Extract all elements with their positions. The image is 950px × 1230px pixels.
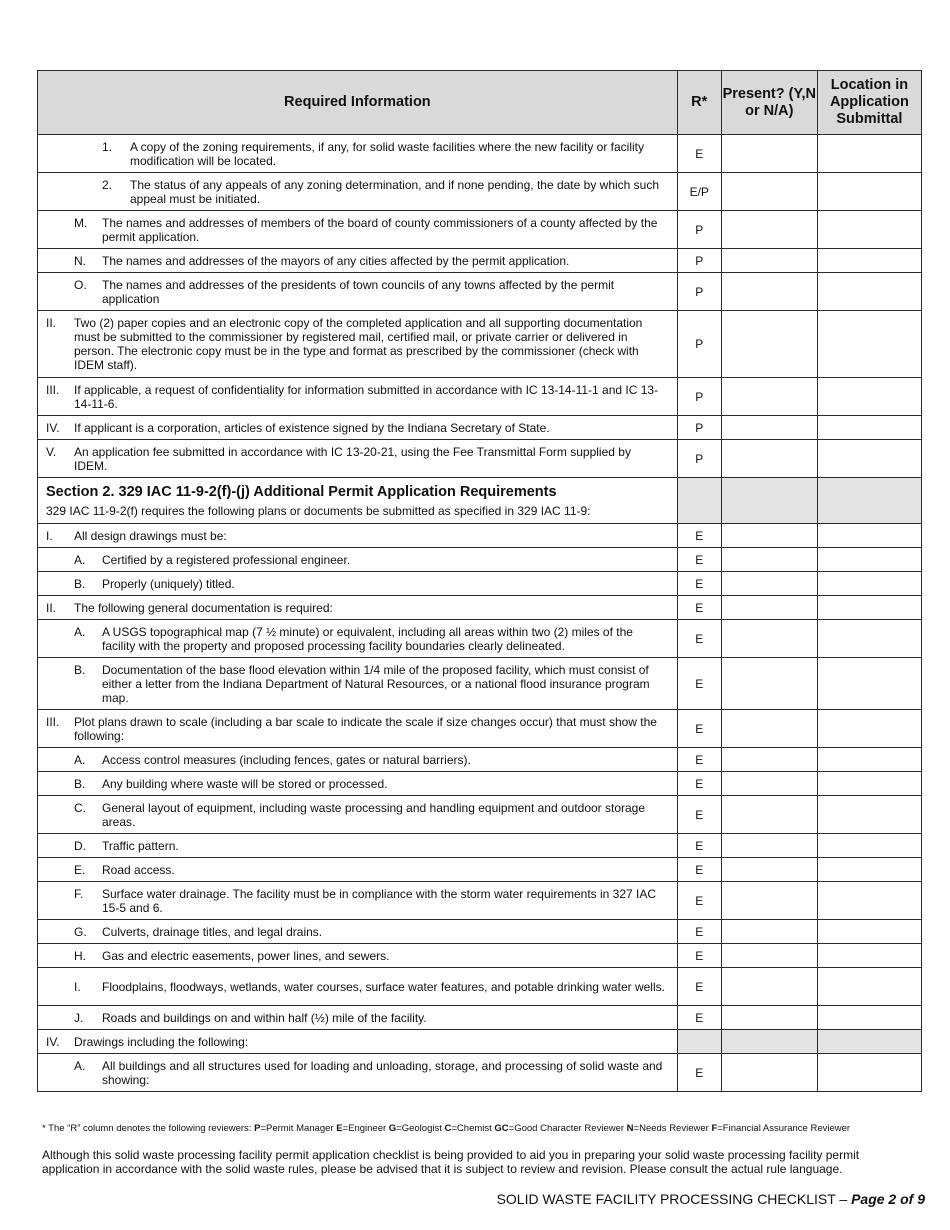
shaded-cell [677,478,721,524]
present-cell[interactable] [721,135,817,173]
reviewer-code: P [677,211,721,249]
item-text: A USGS topographical map (7 ½ minute) or equivalent, including all areas within two (2) miles of the facility with the property and proposed processing facility boundaries clearly delineated. [102,624,633,653]
table-row [38,834,922,858]
item-number: I. [74,979,81,994]
section-2-title: Section 2. 329 IAC 11-9-2(f)-(j) Additional Permit Application Requirements [46,483,557,500]
item-text: Road access. [102,862,175,877]
present-cell[interactable] [721,548,817,572]
location-cell[interactable] [817,748,921,772]
item-number: I. [46,528,53,543]
reviewer-code: E/P [677,173,721,211]
table-row [38,1006,922,1030]
location-cell[interactable] [817,1006,921,1030]
item-number: III. [46,382,60,397]
location-cell[interactable] [817,311,921,378]
present-cell[interactable] [721,173,817,211]
reviewer-code: P [677,249,721,273]
reviewer-code: E [677,1006,721,1030]
item-number: H. [74,948,86,963]
reviewer-code: P [677,440,721,478]
item-text: Certified by a registered professional engineer. [102,552,351,567]
table-row [38,173,922,211]
reviewer-code: E [677,772,721,796]
item-number: N. [74,253,86,268]
item-number: III. [46,714,60,729]
reviewer-code: P [677,311,721,378]
item-text: Any building where waste will be stored or processed. [102,776,388,791]
table-row [38,273,922,311]
reviewer-code: E [677,548,721,572]
present-cell[interactable] [721,944,817,968]
item-text: General layout of equipment, including waste processing and handling equipment and outdoor storage areas. [102,800,646,829]
disclaimer-text: Although this solid waste processing facility permit application checklist is being provided to aid you in preparing your solid waste processing facility permit application in accordance with the solid waste rules, please be advised that it is subject to review and revision. Please consult the actual rule language. [42,1148,860,1176]
item-number: B. [74,576,86,591]
footnote-code: P [254,1123,261,1134]
reviewer-code: E [677,596,721,620]
footnote-code: N [626,1123,634,1134]
present-cell[interactable] [721,416,817,440]
header-present: Present? (Y,N or N/A) [721,71,817,135]
item-number: B. [74,662,86,677]
present-cell[interactable] [721,211,817,249]
item-text: Floodplains, floodways, wetlands, water courses, surface water features, and potable drinking water wells. [102,979,665,994]
item-number: V. [46,444,57,459]
section-2-subtitle: 329 IAC 11-9-2(f) requires the following plans or documents be submitted as specified in 329 IAC 11-9: [46,503,591,518]
checklist-table [37,70,922,1092]
reviewer-code: E [677,620,721,658]
reviewer-code: E [677,834,721,858]
table-row [38,378,922,416]
present-cell[interactable] [721,572,817,596]
footnote-code: F [711,1123,718,1134]
shaded-cell [721,1030,817,1054]
table-row [38,710,922,748]
present-cell[interactable] [721,311,817,378]
location-cell[interactable] [817,858,921,882]
footnote-label: =Geologist [396,1123,445,1134]
item-number: G. [74,924,87,939]
item-number: F. [74,886,84,901]
item-text: Properly (uniquely) titled. [102,576,235,591]
table-row [38,620,922,658]
item-text: Two (2) paper copies and an electronic copy of the completed application and all supporting documentation must be submitted to the commissioner by registered mail, certified mail, or private carrier or delivered in person. The electronic copy must be in the type and format as prescribed by the commissioner (check with IDEM staff). [74,316,643,372]
present-cell[interactable] [721,1054,817,1092]
reviewer-code: E [677,968,721,1006]
item-text: If applicable, a request of confidentiality for information submitted in accordance with IC 13-14-11-1 and IC 13-14-11-6. [74,382,659,411]
present-cell[interactable] [721,524,817,548]
shaded-cell [817,478,921,524]
location-cell[interactable] [817,572,921,596]
present-cell[interactable] [721,834,817,858]
present-cell[interactable] [721,378,817,416]
table-row [38,658,922,710]
reviewer-code: E [677,572,721,596]
reviewer-code: P [677,378,721,416]
item-number: 1. [102,139,113,154]
table-row [38,920,922,944]
footnote-label: =Chemist [451,1123,495,1134]
location-cell[interactable] [817,968,921,1006]
item-number: O. [74,277,87,292]
item-number: E. [74,862,86,877]
present-cell[interactable] [721,273,817,311]
table-row [38,211,922,249]
item-number: II. [46,316,57,330]
present-cell[interactable] [721,620,817,658]
location-cell[interactable] [817,249,921,273]
location-cell[interactable] [817,378,921,416]
header-required-information: Required Information [38,71,678,135]
shaded-cell [721,478,817,524]
item-text: The status of any appeals of any zoning determination, and if none pending, the date by which such appeal must be initiated. [130,177,660,206]
page-number: Page 2 of 9 [851,1191,925,1207]
reviewer-code [677,1030,721,1054]
table-row [38,1054,922,1092]
item-number: M. [74,215,88,230]
item-text: All buildings and all structures used for loading and unloading, storage, and processing of solid waste and showing: [102,1058,663,1087]
item-number: 2. [102,177,113,192]
location-cell[interactable] [817,548,921,572]
location-cell[interactable] [817,211,921,249]
table-row [38,548,922,572]
reviewer-code: E [677,524,721,548]
item-number: A. [74,752,86,767]
table-row [38,135,922,173]
table-row [38,1030,922,1054]
location-cell[interactable] [817,882,921,920]
location-cell[interactable] [817,524,921,548]
item-number: D. [74,838,86,853]
location-cell[interactable] [817,135,921,173]
item-text: The following general documentation is required: [74,600,333,615]
present-cell[interactable] [721,882,817,920]
present-cell[interactable] [721,858,817,882]
location-cell[interactable] [817,772,921,796]
present-cell[interactable] [721,596,817,620]
footnote-label: =Financial Assurance Reviewer [717,1123,851,1134]
reviewer-code: E [677,748,721,772]
item-text: The names and addresses of the presidents of town councils of any towns affected by the permit application [102,277,615,306]
header-reviewer: R* [677,71,721,135]
item-text: All design drawings must be: [74,528,227,543]
reviewer-code: E [677,710,721,748]
table-row [38,249,922,273]
footer-title: SOLID WASTE FACILITY PROCESSING CHECKLIST – [496,1191,852,1207]
item-text: Roads and buildings on and within half (½) mile of the facility. [102,1010,427,1025]
location-cell[interactable] [817,416,921,440]
item-text: Drawings including the following: [74,1034,249,1049]
table-row [38,311,922,378]
location-cell[interactable] [817,620,921,658]
item-text: An application fee submitted in accordance with IC 13-20-21, using the Fee Transmittal Form supplied by IDEM. [74,444,631,473]
location-cell[interactable] [817,920,921,944]
header-location: Location in Application Submittal [817,71,921,135]
footnote-code: C [444,1123,452,1134]
table-row [38,772,922,796]
present-cell[interactable] [721,658,817,710]
reviewer-code: E [677,658,721,710]
present-cell[interactable] [721,968,817,1006]
item-number: IV. [46,1034,60,1049]
present-cell[interactable] [721,1006,817,1030]
table-row [38,416,922,440]
reviewer-code: E [677,882,721,920]
item-text: Surface water drainage. The facility must be in compliance with the storm water requirements in 327 IAC 15-5 and 6. [102,886,657,915]
reviewer-code: E [677,1054,721,1092]
present-cell[interactable] [721,920,817,944]
footnote-prefix: * The “R” column denotes the following reviewers: [42,1123,255,1134]
item-number: B. [74,776,86,791]
table-header-row [38,71,922,135]
present-cell[interactable] [721,796,817,834]
footnote-label: =Needs Reviewer [633,1123,712,1134]
reviewer-code: E [677,920,721,944]
item-text: Plot plans drawn to scale (including a bar scale to indicate the scale if size changes occur) that must show the following: [74,714,657,743]
location-cell[interactable] [817,173,921,211]
item-number: A. [74,1058,86,1073]
table-row [38,748,922,772]
location-cell[interactable] [817,944,921,968]
table-row [38,524,922,548]
location-cell[interactable] [817,440,921,478]
table-row [38,882,922,920]
table-row [38,858,922,882]
footnote-label: =Good Character Reviewer [508,1123,627,1134]
present-cell[interactable] [721,710,817,748]
table-row [38,572,922,596]
item-text: If applicant is a corporation, articles of existence signed by the Indiana Secretary of State. [74,420,550,435]
reviewer-code: E [677,944,721,968]
item-text: Gas and electric easements, power lines, and sewers. [102,948,390,963]
reviewer-code: E [677,858,721,882]
section-2-header-row [38,478,922,524]
footnote-code: E [336,1123,343,1134]
item-text: A copy of the zoning requirements, if any, for solid waste facilities where the new facility or facility modification will be located. [130,139,645,168]
table-row [38,440,922,478]
reviewer-code: E [677,135,721,173]
table-row [38,968,922,1006]
item-number: A. [74,552,86,567]
location-cell[interactable] [817,796,921,834]
table-row [38,944,922,968]
footnote-label: =Permit Manager [260,1123,337,1134]
item-text: Documentation of the base flood elevation within 1/4 mile of the proposed facility, which must consist of either a letter from the Indiana Department of Natural Resources, or a national flood insurance program map. [102,662,650,705]
item-text: The names and addresses of the mayors of any cities affected by the permit application. [102,253,570,268]
footnote-code: GC [494,1123,509,1134]
table-row [38,596,922,620]
present-cell[interactable] [721,772,817,796]
item-number: A. [74,624,86,639]
present-cell[interactable] [721,748,817,772]
location-cell[interactable] [817,1054,921,1092]
present-cell[interactable] [721,440,817,478]
location-cell[interactable] [817,710,921,748]
shaded-cell [817,1030,921,1054]
item-number: II. [46,600,57,615]
footnote-code: G [388,1123,397,1134]
reviewer-code: P [677,273,721,311]
reviewer-code: P [677,416,721,440]
reviewer-footnote [42,1123,850,1134]
location-cell[interactable] [817,596,921,620]
page-footer [497,1191,925,1207]
item-text: Access control measures (including fences, gates or natural barriers). [102,752,471,767]
location-cell[interactable] [817,273,921,311]
item-number: IV. [46,420,60,435]
item-number: C. [74,800,86,815]
item-text: The names and addresses of members of the board of county commissioners of a county affected by the permit application. [102,215,658,244]
table-row [38,796,922,834]
item-number: J. [74,1010,84,1025]
item-text: Culverts, drainage titles, and legal drains. [102,924,323,939]
item-text: Traffic pattern. [102,838,179,853]
reviewer-code: E [677,796,721,834]
footnote-label: =Engineer [342,1123,389,1134]
location-cell[interactable] [817,658,921,710]
location-cell[interactable] [817,834,921,858]
present-cell[interactable] [721,249,817,273]
